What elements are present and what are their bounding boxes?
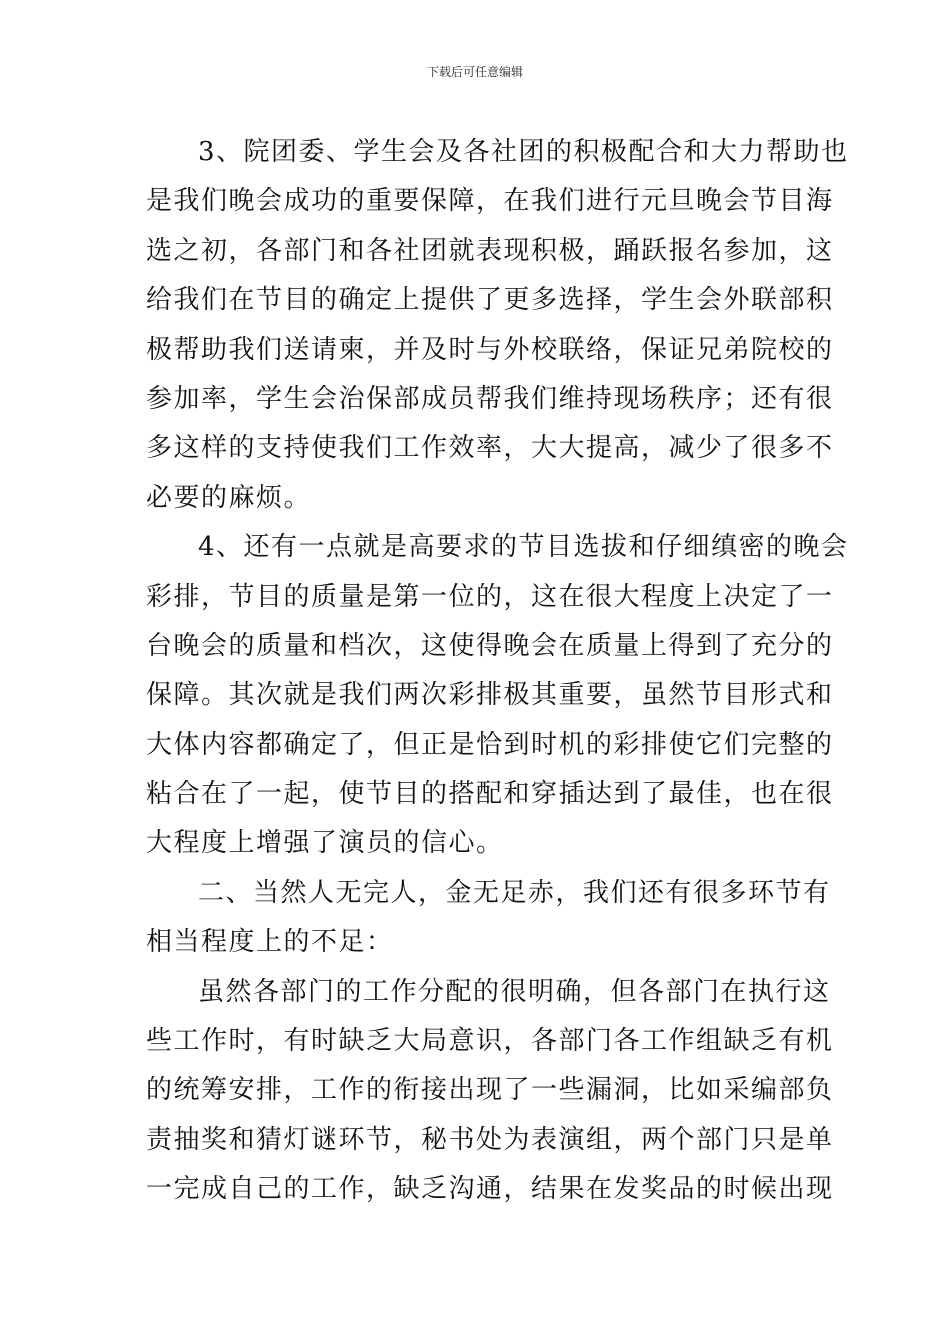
text-line: 相当程度上的不足： — [146, 927, 394, 958]
text-line: 的统筹安排，工作的衔接出现了一些漏洞，比如采编部负 — [146, 1075, 834, 1106]
text-line: 粘合在了一起，使节目的搭配和穿插达到了最佳，也在很 — [146, 779, 834, 810]
text-line: 一完成自己的工作，缺乏沟通，结果在发奖品的时候出现 — [146, 1174, 834, 1205]
text-line: 台晚会的质量和档次，这使得晚会在质量上得到了充分的 — [146, 630, 834, 661]
text-line: 大体内容都确定了，但正是恰到时机的彩排使它们完整的 — [146, 729, 834, 760]
text-line: 3、院团委、学生会及各社团的积极配合和大力帮助也 — [198, 137, 849, 167]
text-line: 是我们晚会成功的重要保障，在我们进行元旦晚会节目海 — [146, 186, 834, 217]
text-line: 彩排，节目的质量是第一位的，这在很大程度上决定了一 — [146, 581, 834, 612]
text-line: 极帮助我们送请柬，并及时与外校联络，保证兄弟院校的 — [146, 334, 834, 365]
text-line: 选之初，各部门和各社团就表现积极，踊跃报名参加，这 — [146, 235, 834, 266]
text-line: 二、当然人无完人，金无足赤，我们还有很多环节有 — [198, 877, 831, 908]
text-line: 些工作时，有时缺乏大局意识，各部门各工作组缺乏有机 — [146, 1026, 834, 1057]
text-line: 参加率，学生会治保部成员帮我们维持现场秩序；还有很 — [146, 383, 834, 414]
text-line: 给我们在节目的确定上提供了更多选择，学生会外联部积 — [146, 285, 834, 316]
text-line: 4、还有一点就是高要求的节目选拔和仔细缜密的晚会 — [198, 532, 849, 563]
text-line: 大程度上增强了演员的信心。 — [146, 828, 504, 859]
text-line: 必要的麻烦。 — [146, 482, 312, 513]
text-line: 多这样的支持使我们工作效率，大大提高，减少了很多不 — [146, 433, 834, 464]
text-line: 保障。其次就是我们两次彩排极其重要，虽然节目形式和 — [146, 680, 834, 711]
page-header: 下载后可任意编辑 — [426, 65, 523, 79]
text-line: 虽然各部门的工作分配的很明确，但各部门在执行这 — [198, 976, 831, 1007]
body-text — [146, 128, 849, 1215]
text-line: 责抽奖和猜灯谜环节，秘书处为表演组，两个部门只是单 — [146, 1124, 834, 1155]
